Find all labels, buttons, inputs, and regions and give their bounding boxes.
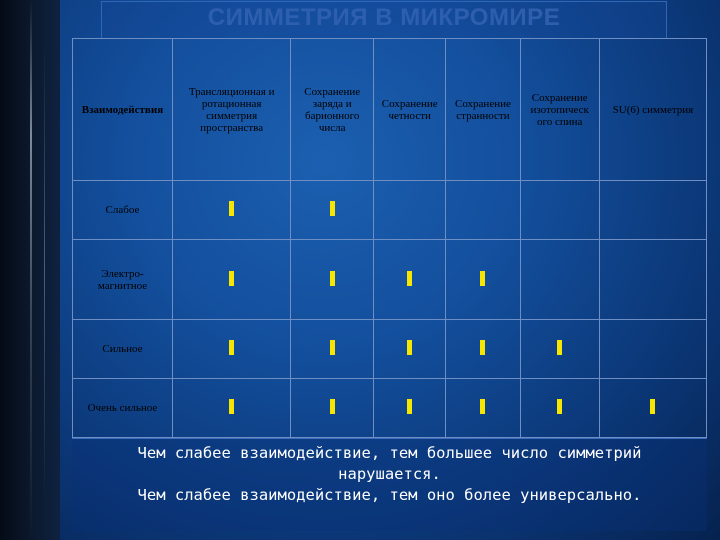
symmetry-conserved-mark <box>480 399 485 414</box>
table-cell <box>599 181 706 240</box>
table-cell <box>291 181 374 240</box>
symmetry-conserved-mark <box>480 271 485 286</box>
table-cell <box>172 240 290 320</box>
table-cell <box>446 240 520 320</box>
conclusion-line: нарушается. <box>338 465 441 483</box>
row-label: Сильное <box>73 320 173 379</box>
symmetry-conserved-mark <box>229 340 234 355</box>
light-streak <box>44 40 45 500</box>
table-cell <box>172 181 290 240</box>
row-label: Слабое <box>73 181 173 240</box>
symmetry-conserved-mark <box>557 399 562 414</box>
table-cell <box>520 320 599 379</box>
table-row <box>73 379 707 438</box>
conclusion-line: Чем слабее взаимодействие, тем большее число симметрий <box>137 444 642 462</box>
column-header: Сохранение четности <box>374 39 446 181</box>
table-cell <box>520 181 599 240</box>
table-cell <box>291 379 374 438</box>
column-header: SU(6) симметрия <box>599 39 706 181</box>
symmetry-conserved-mark <box>330 399 335 414</box>
table-cell <box>446 320 520 379</box>
symmetry-conserved-mark <box>229 201 234 216</box>
conclusion-line: Чем слабее взаимодействие, тем оно более универсально. <box>137 486 642 504</box>
symmetry-conserved-mark <box>407 399 412 414</box>
column-header: Трансляционная и ротационная симметрия пространства <box>172 39 290 181</box>
symmetry-conserved-mark <box>407 340 412 355</box>
table-cell <box>446 379 520 438</box>
table-cell <box>291 320 374 379</box>
symmetry-conserved-mark <box>480 340 485 355</box>
corner-header: Взаимодействия <box>73 39 173 181</box>
column-header: Сохранение странности <box>446 39 520 181</box>
table-row <box>73 320 707 379</box>
table-cell <box>446 181 520 240</box>
symmetry-conserved-mark <box>330 340 335 355</box>
symmetry-conserved-mark <box>407 271 412 286</box>
table-cell <box>291 240 374 320</box>
table-cell <box>374 379 446 438</box>
symmetry-conserved-mark <box>650 399 655 414</box>
row-label: Электро- магнитное <box>73 240 173 320</box>
symmetry-conserved-mark <box>229 271 234 286</box>
header-row <box>73 39 707 181</box>
left-decorative-strip <box>0 0 60 540</box>
table-cell <box>172 379 290 438</box>
conclusion-box <box>72 438 707 531</box>
column-header: Сохранение заряда и барионного числа <box>291 39 374 181</box>
table-cell <box>599 240 706 320</box>
table-cell <box>520 240 599 320</box>
table-cell <box>599 379 706 438</box>
symmetry-conserved-mark <box>557 340 562 355</box>
table-cell <box>374 320 446 379</box>
table-cell <box>599 320 706 379</box>
symmetry-conserved-mark <box>330 201 335 216</box>
table-cell <box>374 181 446 240</box>
table-cell <box>374 240 446 320</box>
table-cell <box>172 320 290 379</box>
symmetry-conserved-mark <box>229 399 234 414</box>
table-row <box>73 240 707 320</box>
column-header: Сохранение изотопическ ого спина <box>520 39 599 181</box>
row-label: Очень сильное <box>73 379 173 438</box>
symmetry-conserved-mark <box>330 271 335 286</box>
table-row <box>73 181 707 240</box>
symmetry-table <box>72 38 707 438</box>
slide-title: СИММЕТРИЯ В МИКРОМИРЕ <box>207 4 561 31</box>
table-cell <box>520 379 599 438</box>
light-streak <box>30 0 32 540</box>
table-body <box>73 181 707 438</box>
